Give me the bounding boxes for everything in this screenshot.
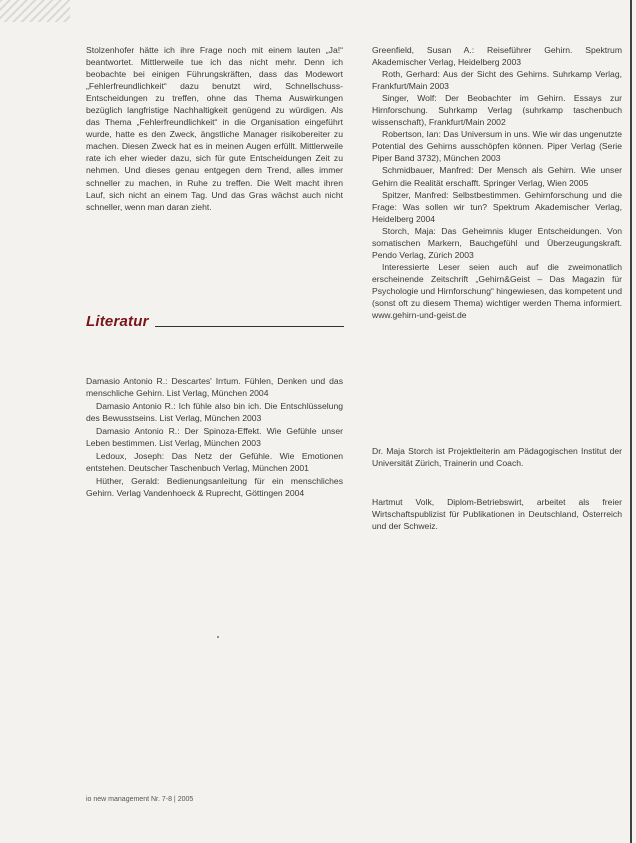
- heading-rule: [155, 326, 344, 327]
- left-body-text: [86, 44, 343, 213]
- reference-item: Robertson, Ian: Das Universum in uns. Wie wir das ungenutzte Potential des Gehirns ausschöpfen können. Piper Verlag (Serie Piper Band 3732), München 2003: [372, 129, 622, 164]
- literatur-heading-row: [86, 313, 344, 329]
- body-paragraph: Stolzenhofer hätte ich ihre Frage noch mit einem lauten „Ja!“ beantwortet. Mittlerweile tue ich das nicht mehr. Denn ich beobachte bei einigen Führungskräften, dass das Modewort „Fehlerfreundlichkeit“ dazu benutzt wird, Schnellschuss-Entscheidungen zu treffen, ohne das Thema Auswirkungen bezüglich langfristige Nachhaltigkeit genügend zu würdigen. Als das Thema „Fehlerfreundlichkeit“ in die Organisation eingeführt wurde, hatte es den Zweck, ängstliche Manager risikobereiter zu machen. Diesen Zweck hat es in meinen Augen erfüllt. Mittlerweile rate ich eher wieder dazu, sich für gute Entscheidungen Zeit zu nehmen. Und dieses genau entgegen dem Trend, alles immer schneller zu machen, in Ruhe zu treffen. Die Welt macht ihren Lauf, sich nicht an einem Tag. Und das Gras wächst auch nicht schneller, wenn man daran zieht.: [86, 45, 343, 212]
- reference-item: Damasio Antonio R.: Der Spinoza-Effekt. Wie Gefühle unser Leben bestimmen. List Verlag, München 2003: [86, 426, 343, 449]
- literature-list-right: [372, 44, 622, 321]
- reference-item: Schmidbauer, Manfred: Der Mensch als Gehirn. Wie unser Gehirn die Realität erschafft. Springer Verlag, Wien 2005: [372, 165, 622, 188]
- author-bio-storch: Dr. Maja Storch ist Projektleiterin am Pädagogischen Institut der Universität Zürich, Trainerin und Coach.: [372, 445, 622, 468]
- reference-item: Singer, Wolf: Der Beobachter im Gehirn. Essays zur Hirnforschung. Suhrkamp Verlag (suhrkamp taschenbuch wissenschaft), Frankfurt/Main 2002: [372, 93, 622, 128]
- page-footer: io new management Nr. 7-8 | 2005: [86, 796, 194, 803]
- reference-item: Greenfield, Susan A.: Reiseführer Gehirn. Spektrum Akademischer Verlag, Heidelberg 2003: [372, 45, 622, 68]
- reference-item: Ledoux, Joseph: Das Netz der Gefühle. Wie Emotionen entstehen. Deutscher Taschenbuch Verlag, München 2001: [86, 451, 343, 474]
- reference-item: Storch, Maja: Das Geheimnis kluger Entscheidungen. Von somatischen Markern, Bauchgefühl und Überzeugungskraft. Pendo Verlag, Zürich 2003: [372, 225, 622, 260]
- page-edge-line: [630, 0, 632, 843]
- reference-item: Hüther, Gerald: Bedienungsanleitung für ein menschliches Gehirn. Verlag Vandenhoeck & Ruprecht, Göttingen 2004: [86, 476, 343, 499]
- reference-item: Damasio Antonio R.: Descartes' Irrtum. Fühlen, Denken und das menschliche Gehirn. List Verlag, München 2004: [86, 376, 343, 399]
- reference-item: Spitzer, Manfred: Selbstbestimmen. Gehirnforschung und die Frage: Was sollen wir tun? Spektrum Akademischer Verlag, Heidelberg 2004: [372, 189, 622, 224]
- scan-corner-artifact: [0, 0, 70, 22]
- reference-item: Roth, Gerhard: Aus der Sicht des Gehirns. Suhrkamp Verlag, Frankfurt/Main 2003: [372, 69, 622, 92]
- reference-item: Damasio Antonio R.: Ich fühle also bin ich. Die Entschlüsselung des Bewusstseins. List Verlag, München 2003: [86, 401, 343, 424]
- literature-list-left: [86, 375, 343, 500]
- reference-note: Interessierte Leser seien auch auf die zweimonatlich erscheinende Zeitschrift „Gehirn&Geist – Das Magazin für Psychologie und Hirnforschung“ hingewiesen, das kompetent und (sonst oft zu diesem Thema) wichtiger werden Thema informiert. www.gehirn-und-geist.de: [372, 261, 622, 321]
- author-bio-volk: Hartmut Volk, Diplom-Betriebswirt, arbeitet als freier Wirtschaftspublizist für Publikationen in Deutschland, Österreich und der Schweiz.: [372, 496, 622, 531]
- scan-speck: [217, 636, 219, 638]
- literatur-heading: Literatur: [86, 313, 149, 330]
